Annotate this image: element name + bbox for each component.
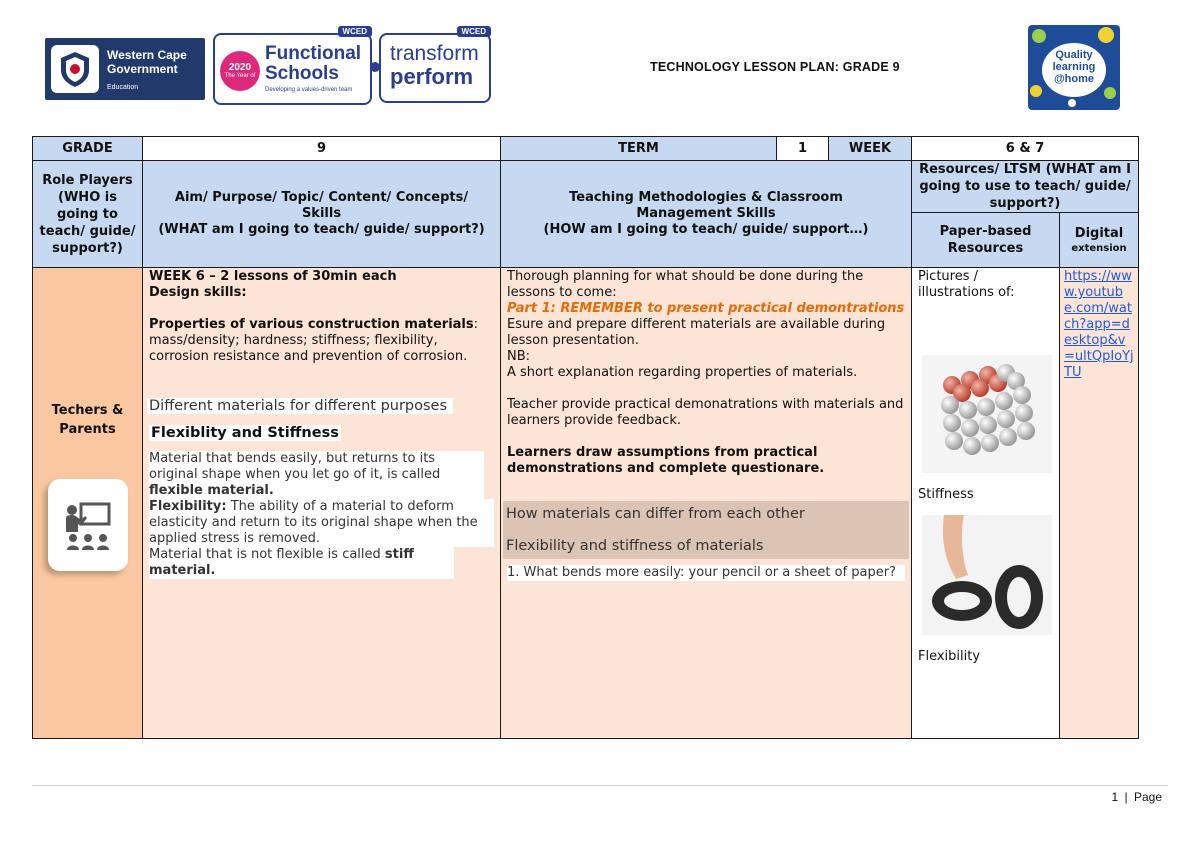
aim-header <box>143 161 501 268</box>
role-players-header: Role Players (WHO is going to teach/ guide/ support?) <box>33 161 143 268</box>
ql-line1: Quality <box>1055 49 1093 61</box>
fs-tagline: Developing a values-driven team <box>265 87 353 93</box>
stiff-material-definition <box>149 547 454 579</box>
fs-name1: Functional <box>265 43 362 64</box>
wcg-line1: Western Cape <box>107 47 187 62</box>
page-title: TECHNOLOGY LESSON PLAN: GRADE 9 <box>650 60 900 74</box>
teacher-presenting-icon <box>48 479 128 571</box>
method-p2: Esure and prepare different materials are available during lesson presentation. <box>507 317 886 348</box>
fs-name2: Schools <box>265 63 339 84</box>
footer-divider <box>32 785 1168 786</box>
term-value: 1 <box>777 137 829 161</box>
quality-learning-home-logo <box>1028 25 1120 110</box>
page-footer: 1 | Page <box>1111 790 1162 804</box>
paper-stiffness-label: Stiffness <box>918 487 974 502</box>
method-tan2: Flexibility and stiffness of materials <box>506 538 764 554</box>
tp-line1: transform <box>390 42 479 65</box>
grade-term-week-row <box>33 137 1139 161</box>
page-label: Page <box>1133 790 1162 804</box>
method-p1: Thorough planning for what should be done during the lessons to come: <box>507 269 864 300</box>
tp-line2: perform <box>390 64 474 89</box>
method-p4: Teacher provide practical demonatrations with materials and learners provide feedback. <box>507 397 904 428</box>
wcg-line2: Government <box>107 61 178 76</box>
week-lessons: WEEK 6 – 2 lessons of 30min each <box>149 269 397 284</box>
aim-header-line2: (WHAT am I going to teach/ guide/ support?) <box>158 222 485 237</box>
fs-year-sub: The Year of <box>224 73 256 79</box>
flexibility-definition <box>149 499 494 547</box>
grade-label: GRADE <box>33 137 143 161</box>
fs-year: 2020 <box>228 62 252 73</box>
year-badge <box>220 51 260 91</box>
digital-sub-label: extension <box>1071 242 1127 254</box>
properties-text: mass/density; hardness; stiffness; flexibility, corrosion resistance and prevention of corrosion. <box>149 333 468 364</box>
western-cape-government-logo <box>45 38 205 100</box>
design-skills: Design skills: <box>149 285 247 300</box>
tp-wced-badge: WCED <box>457 26 491 37</box>
different-materials-heading: Different materials for different purposes <box>147 398 453 414</box>
paper-flexibility-label: Flexibility <box>918 649 981 664</box>
flexibility-label: Flexibility: <box>149 499 227 514</box>
fs-wced-badge: WCED <box>338 26 372 37</box>
method-q1: 1. What bends more easily: your pencil or a sheet of paper? <box>507 565 905 581</box>
ql-line2: learning <box>1052 61 1096 73</box>
paper-based-header: Paper-based Resources <box>912 213 1060 268</box>
lesson-plan-table <box>32 136 1139 739</box>
aim-cell <box>143 268 501 739</box>
method-p3: A short explanation regarding properties of materials. <box>507 365 858 380</box>
flex-def-a: Material that bends easily, but returns to its original shape when you let go of it, is called <box>149 451 441 482</box>
method-header-line2: (HOW am I going to teach/ guide/ support…) <box>543 222 869 237</box>
method-nb: NB: <box>507 349 531 364</box>
week-label: WEEK <box>829 137 912 161</box>
digital-label: Digital <box>1074 225 1124 241</box>
youtube-link[interactable]: https://www.youtube.com/watch?app=desktop&v=ultQpIoYjTU <box>1064 269 1134 380</box>
flexibility-stiffness-heading: Flexiblity and Stiffness <box>151 425 339 441</box>
materials-differ-box <box>503 501 909 559</box>
flex-def-b: flexible material. <box>149 483 274 498</box>
flexibility-text: The ability of a material to deform elasticity and return to its original shape when the applied stress is removed. <box>149 499 478 546</box>
transform-perform-logo <box>379 27 491 103</box>
grade-value: 9 <box>143 137 501 161</box>
digital-header <box>1060 213 1139 268</box>
stiff-b: stiff material. <box>149 547 414 578</box>
ql-bubble <box>1042 43 1106 97</box>
method-p5: Learners draw assumptions from practical demonstrations and complete questionare. <box>507 445 825 476</box>
properties-title: Properties of various construction materials <box>149 317 474 332</box>
stiffness-cubes-image <box>922 355 1052 473</box>
digital-cell <box>1060 268 1139 739</box>
functional-schools-logo <box>213 27 372 105</box>
method-header-line1: Teaching Methodologies & Classroom Management Skills <box>569 190 843 221</box>
role-cell <box>33 268 143 739</box>
wcg-line3: Education <box>107 83 139 91</box>
role-text: Techers & Parents <box>51 403 124 437</box>
method-part1: Part 1: REMEMBER to present practical demontrations <box>507 301 905 316</box>
method-tan1: How materials can differ from each other <box>506 506 805 522</box>
methodology-cell <box>501 268 912 739</box>
methodology-header <box>501 161 912 268</box>
flexible-material-definition <box>149 451 484 499</box>
coat-of-arms-icon <box>51 45 99 93</box>
lesson-content-row <box>33 268 1139 739</box>
properties-colon: : <box>473 317 479 332</box>
paper-intro: Pictures / illustrations of: <box>918 269 1015 300</box>
stiff-a: Material that is not flexible is called <box>149 547 385 562</box>
flexibility-rings-image <box>922 515 1052 635</box>
column-headers-row-a <box>33 161 1139 213</box>
aim-header-line1: Aim/ Purpose/ Topic/ Content/ Concepts/ Skills <box>174 190 469 221</box>
term-label: TERM <box>501 137 777 161</box>
paper-based-cell <box>912 268 1060 739</box>
resources-header: Resources/ LTSM (WHAT am I going to use to teach/ guide/ support?) <box>912 161 1139 213</box>
week-value: 6 & 7 <box>912 137 1139 161</box>
ql-line3: @home <box>1053 73 1095 85</box>
page-number: 1 <box>1111 790 1119 804</box>
